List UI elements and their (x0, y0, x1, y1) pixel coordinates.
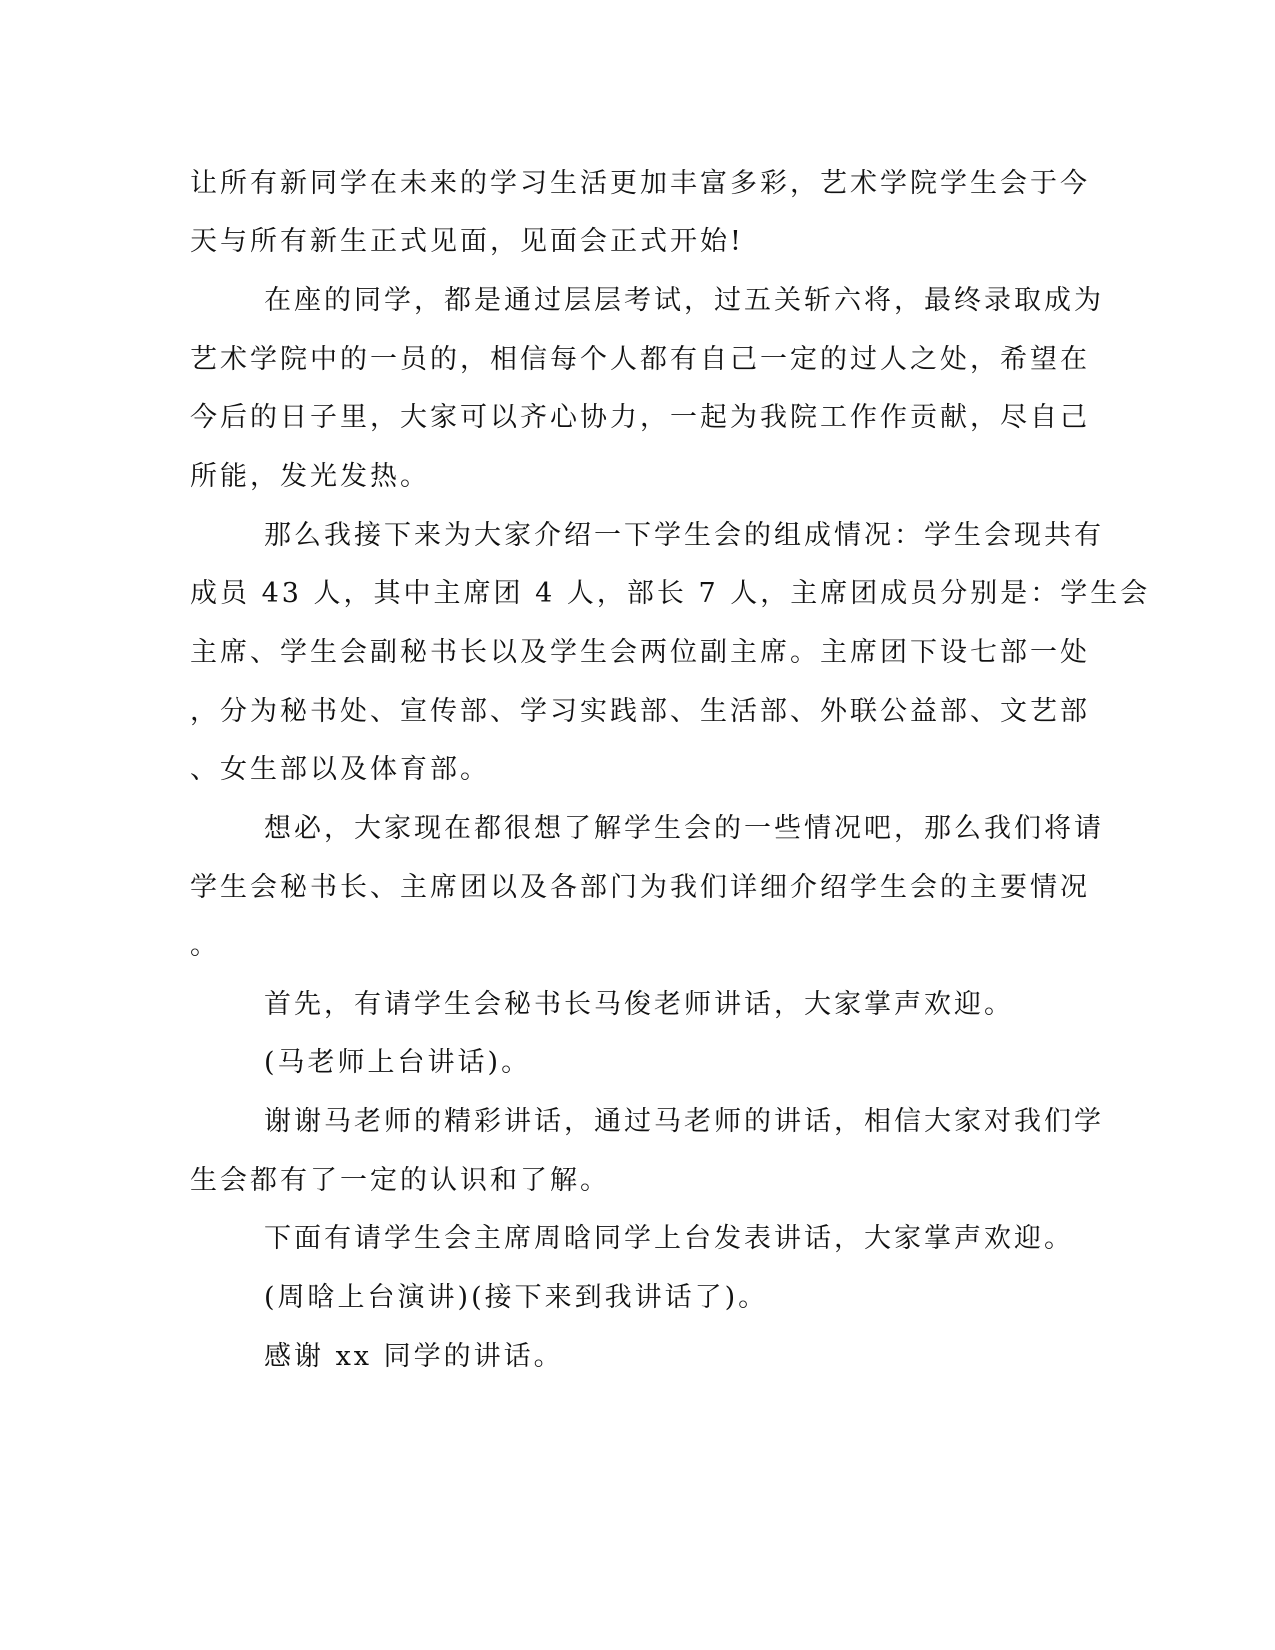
text-line: 主席、学生会副秘书长以及学生会两位副主席。主席团下设七部一处 (190, 637, 1090, 668)
text-line: 生会都有了一定的认识和了解。 (190, 1165, 610, 1196)
paragraph-start-line: 下面有请学生会主席周晗同学上台发表讲话，大家掌声欢迎。 (264, 1223, 1074, 1254)
paragraph-start-line: 首先，有请学生会秘书长马俊老师讲话，大家掌声欢迎。 (264, 989, 1014, 1020)
text-line: 所能，发光发热。 (190, 461, 430, 492)
text-line: 艺术学院中的一员的，相信每个人都有自己一定的过人之处，希望在 (190, 344, 1090, 375)
paragraph-start-line: (周晗上台演讲)(接下来到我讲话了)。 (264, 1282, 769, 1313)
text-line: 今后的日子里，大家可以齐心协力，一起为我院工作作贡献，尽自己 (190, 402, 1090, 433)
paragraph-start-line: 想必，大家现在都很想了解学生会的一些情况吧，那么我们将请 (264, 813, 1104, 844)
paragraph-start-line: (马老师上台讲话)。 (264, 1047, 532, 1078)
paragraph-start-line: 感谢 xx 同学的讲话。 (264, 1341, 564, 1372)
text-line: 天与所有新生正式见面，见面会正式开始! (190, 226, 744, 257)
text-line: 让所有新同学在未来的学习生活更加丰富多彩，艺术学院学生会于今 (190, 168, 1090, 199)
text-line: 学生会秘书长、主席团以及各部门为我们详细介绍学生会的主要情况 (190, 872, 1090, 903)
text-line: 。 (190, 930, 220, 961)
text-line: 成员 43 人，其中主席团 4 人，部长 7 人，主席团成员分别是：学生会 (190, 578, 1151, 609)
paragraph-start-line: 谢谢马老师的精彩讲话，通过马老师的讲话，相信大家对我们学 (264, 1106, 1104, 1137)
text-line: 、女生部以及体育部。 (190, 754, 490, 785)
paragraph-start-line: 在座的同学，都是通过层层考试，过五关斩六将，最终录取成为 (264, 285, 1104, 316)
text-line: ，分为秘书处、宣传部、学习实践部、生活部、外联公益部、文艺部 (190, 696, 1090, 727)
paragraph-start-line: 那么我接下来为大家介绍一下学生会的组成情况：学生会现共有 (264, 520, 1104, 551)
